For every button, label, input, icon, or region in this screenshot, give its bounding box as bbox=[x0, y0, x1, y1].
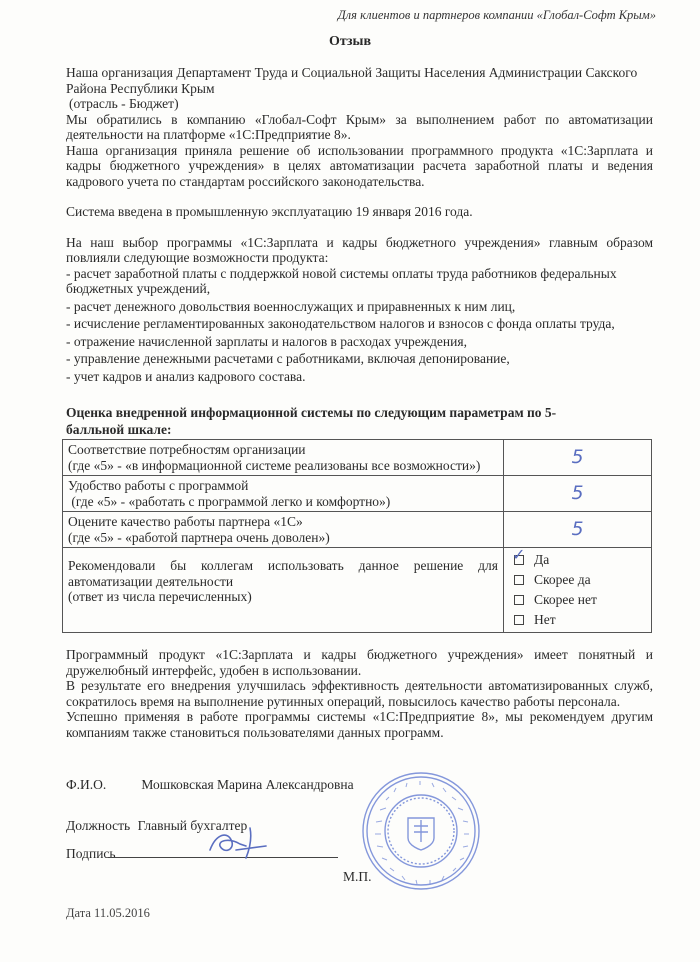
conclusion-paragraph: В результате его внедрения улучшилась эффективность деятельности автоматизированных служб, сократилось время на выполнение рутинных операций, повысилось качество работы персонала. bbox=[66, 678, 653, 709]
list-item: - расчет денежного довольствия военнослужащих и приравненных к ним лиц, bbox=[66, 298, 516, 314]
launch-paragraph: Система введена в промышленную эксплуатацию 19 января 2016 года. bbox=[66, 204, 473, 219]
table-row bbox=[63, 548, 652, 633]
org-line: Наша организация Департамент Труда и Социальной Защиты Населения Администрации Сакского Района Республики Крым bbox=[66, 65, 638, 96]
criterion-cell bbox=[63, 440, 504, 476]
position-value: Главный бухгалтер bbox=[137, 818, 248, 833]
criterion-title: Оцените качество работы партнера «1С» bbox=[68, 514, 303, 529]
criterion-note: (где «5» - «работать с программой легко и комфортно») bbox=[68, 493, 391, 509]
fio-row bbox=[66, 777, 354, 793]
choice-paragraph: На наш выбор программы «1С:Зарплата и кадры бюджетного учреждения» главным образом повлияли следующие возможности продукта: bbox=[66, 234, 653, 265]
option-rather-yes[interactable] bbox=[508, 570, 647, 590]
checkmark-icon: ✓ bbox=[512, 545, 526, 564]
table-row bbox=[63, 512, 652, 548]
feature-list bbox=[66, 266, 653, 385]
conclusion-paragraph: Программный продукт «1С:Зарплата и кадры бюджетного учреждения» имеет понятный и дружелюбный интерфейс, удобен в использовании. bbox=[66, 647, 653, 678]
list-item: - отражение начисленной зарплаты и налогов в расходах учреждения, bbox=[66, 333, 467, 349]
fio-label: Ф.И.О. bbox=[66, 777, 107, 792]
criterion-title: Соответствие потребностям организации bbox=[68, 442, 306, 457]
stamp-placeholder-label: М.П. bbox=[343, 869, 372, 884]
recommend-cell bbox=[63, 548, 504, 633]
checkbox[interactable] bbox=[512, 545, 526, 565]
document-body bbox=[66, 65, 653, 740]
table-row bbox=[63, 476, 652, 512]
option-no[interactable] bbox=[508, 610, 647, 630]
score-value: 5 bbox=[571, 518, 584, 541]
signature-label: Подпись bbox=[66, 846, 116, 861]
option-rather-no[interactable] bbox=[508, 590, 647, 610]
official-seal bbox=[360, 770, 482, 892]
option-yes[interactable] bbox=[508, 545, 647, 570]
criterion-note: (где «5» - «в информационной системе реализованы все возможности») bbox=[68, 457, 481, 473]
options-cell bbox=[504, 545, 652, 633]
fio-value: Мошковская Марина Александровна bbox=[141, 777, 354, 792]
score-cell bbox=[504, 476, 652, 512]
evaluation-heading: Оценка внедренной информационной системы по следующим параметрам по 5-балльной шкале: bbox=[66, 405, 557, 437]
request-paragraph: Мы обратились в компанию «Глобал-Софт Крым» за выполнением работ по автоматизации деятельности на платформе «1С:Предприятие 8». bbox=[66, 111, 653, 142]
evaluation-table bbox=[62, 439, 652, 633]
option-label: Скорее да bbox=[534, 572, 591, 588]
score-value: 5 bbox=[571, 446, 584, 469]
option-label: Да bbox=[534, 552, 550, 568]
score-value: 5 bbox=[571, 482, 584, 505]
option-label: Скорее нет bbox=[534, 592, 597, 608]
list-item: - расчет заработной платы с поддержкой новой системы оплаты труда работников федеральных бюджетных учреждений, bbox=[66, 265, 617, 296]
checkbox[interactable] bbox=[514, 595, 524, 605]
conclusion bbox=[66, 647, 653, 740]
date-label: Дата 11.05.2016 bbox=[66, 906, 150, 920]
conclusion-paragraph: Успешно применяя в работе программы системы «1С:Предприятие 8», мы рекомендуем другим компаниям также становиться пользователями данных программ. bbox=[66, 709, 653, 740]
score-cell bbox=[504, 440, 652, 476]
checkbox[interactable] bbox=[514, 615, 524, 625]
table-row bbox=[63, 440, 652, 476]
criterion-note: (где «5» - «работой партнера очень доволен») bbox=[68, 529, 330, 545]
criterion-title: Удобство работы с программой bbox=[68, 478, 249, 493]
position-label: Должность bbox=[66, 818, 131, 833]
criterion-cell bbox=[63, 512, 504, 548]
option-label: Нет bbox=[534, 612, 556, 628]
recommend-text: Рекомендовали бы коллегам использовать данное решение для автоматизации деятельности bbox=[68, 558, 498, 589]
industry-line: (отрасль - Бюджет) bbox=[69, 96, 179, 111]
criterion-cell bbox=[63, 476, 504, 512]
list-item: - учет кадров и анализ кадрового состава. bbox=[66, 368, 306, 384]
list-item: - исчисление регламентированных законодательством налогов и взносов с фонда оплаты труда, bbox=[66, 316, 615, 331]
decision-paragraph: Наша организация приняла решение об использовании программного продукта «1С:Зарплата и кадры бюджетного учреждения» в целях автоматизации расчета заработной платы и ведения кадрового учета по стандартам российского законодательства. bbox=[66, 142, 653, 189]
recommend-note: (ответ из числа перечисленных) bbox=[68, 589, 252, 604]
score-cell bbox=[504, 512, 652, 548]
handwritten-signature bbox=[206, 820, 276, 862]
header-note: Для клиентов и партнеров компании «Глобал-Софт Крым» bbox=[337, 8, 656, 22]
checkbox[interactable] bbox=[514, 575, 524, 585]
list-item: - управление денежными расчетами с работниками, включая депонирование, bbox=[66, 351, 510, 366]
page-title: Отзыв bbox=[328, 34, 372, 49]
